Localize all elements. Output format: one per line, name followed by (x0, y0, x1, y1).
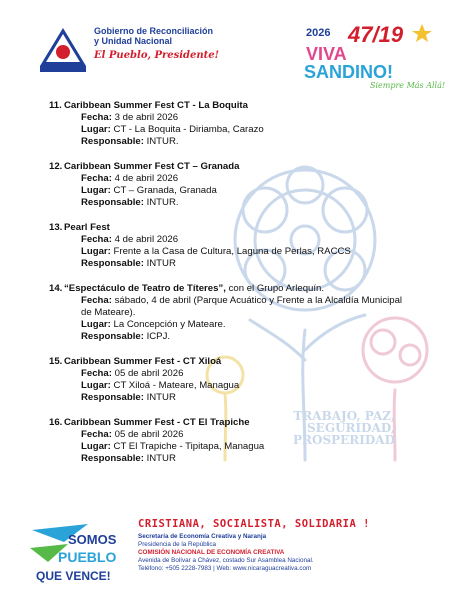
event-field (64, 441, 404, 453)
logo-year: 2026 (306, 27, 331, 39)
event-title (49, 417, 404, 429)
event-field-value: sábado, 4 de abril (Parque Acuático y Frente a la Alcaldía Municipal de Mateare). (81, 295, 403, 318)
event-field (64, 197, 404, 209)
event-title (49, 283, 404, 295)
event-field-value: CT - La Boquita - Diriamba, Carazo (110, 124, 264, 135)
government-name-line1: Gobierno de Reconciliación (94, 26, 214, 36)
event-field (64, 331, 404, 343)
government-name (94, 26, 213, 46)
event-field-value: INTUR. (143, 197, 179, 208)
event-field-label: Responsable: (81, 197, 144, 208)
event-field-label: Fecha: (81, 429, 112, 440)
event-item (49, 161, 404, 209)
event-field-value: INTUR (143, 258, 176, 269)
events-list (49, 100, 404, 478)
footer-presidencia: Presidencia de la República (138, 541, 217, 548)
event-title-text: Caribbean Summer Fest CT - La Boquita (64, 100, 248, 111)
logo-viva: VIVA (306, 44, 347, 64)
logo-number: 47/19 (348, 22, 404, 47)
event-field-value: INTUR. (143, 136, 179, 147)
event-title-text: Caribbean Summer Fest CT – Granada (64, 161, 240, 172)
event-field (64, 234, 404, 246)
event-field (64, 295, 404, 319)
event-field-label: Responsable: (81, 258, 144, 269)
government-slogan: El Pueblo, Presidente! (94, 50, 220, 61)
event-field-label: Responsable: (81, 453, 144, 464)
event-field (64, 368, 404, 380)
event-field-label: Fecha: (81, 112, 112, 123)
event-title-text: “Espectáculo de Teatro de Títeres”, (64, 283, 226, 294)
event-item (49, 417, 404, 465)
event-field-value: La Concepción y Mateare. (110, 319, 226, 330)
star-icon (412, 24, 432, 42)
footer-contact: Teléfono: +505 2228-7983 | Web: www.nicaraguacreativa.com (138, 565, 312, 572)
event-field (64, 453, 404, 465)
event-field (64, 246, 404, 258)
event-field-value: CT – Granada, Granada (110, 185, 217, 196)
logo-tagline: Siempre Más Allá! (370, 81, 446, 90)
event-field-label: Lugar: (81, 380, 111, 391)
event-field (64, 319, 404, 331)
footer-slogan: CRISTIANA, SOCIALISTA, SOLIDARIA ! (138, 518, 370, 530)
event-field-label: Lugar: (81, 319, 111, 330)
event-field-value: CT Xiloá - Mateare, Managua (110, 380, 240, 391)
event-field-value: INTUR (143, 453, 176, 464)
event-field (64, 258, 404, 270)
event-field-label: Lugar: (81, 124, 111, 135)
event-title (49, 222, 404, 234)
event-number: 13. (49, 222, 63, 233)
event-title (49, 161, 404, 173)
event-field-value: CT El Trapiche - Tipitapa, Managua (110, 441, 265, 452)
event-field (64, 173, 404, 185)
event-field-label: Fecha: (81, 368, 112, 379)
event-title (49, 356, 404, 368)
government-name-line2: y Unidad Nacional (94, 36, 173, 46)
event-field-value: Frente a la Casa de Cultura, Laguna de Perlas, RACCS (110, 246, 351, 257)
watermark-line2: SEGURIDAD, (307, 421, 395, 435)
event-field-value: ICPJ. (143, 331, 171, 342)
event-field (64, 124, 404, 136)
event-number: 16. (49, 417, 63, 428)
footer-address: Avenida de Bolívar a Chávez, costado Sur Asamblea Nacional. (138, 557, 314, 564)
event-field (64, 112, 404, 124)
event-title-extra: con el Grupo Arlequín. (225, 283, 325, 294)
event-field (64, 380, 404, 392)
viva-sandino-logo (300, 20, 446, 90)
event-title-text: Caribbean Summer Fest - CT El Trapiche (64, 417, 250, 428)
somos-pueblo-logo (28, 522, 126, 584)
government-header (36, 22, 266, 76)
footer-logo-line1: SOMOS (68, 532, 117, 547)
emblem-caption: NICARAGUA TRIUNFA (40, 68, 81, 72)
event-field (64, 429, 404, 441)
event-number: 15. (49, 356, 63, 367)
event-field-label: Lugar: (81, 185, 111, 196)
event-field (64, 392, 404, 404)
event-field (64, 185, 404, 197)
watermark-line3: PROSPERIDAD (293, 433, 395, 447)
event-field-label: Lugar: (81, 246, 111, 257)
event-field (64, 136, 404, 148)
event-title-text: Pearl Fest (64, 222, 110, 233)
event-field-value: INTUR (143, 392, 176, 403)
logo-sandino: SANDINO! (304, 62, 393, 82)
event-field-label: Responsable: (81, 392, 144, 403)
watermark-line1: TRABAJO, PAZ, (293, 409, 395, 423)
event-item (49, 283, 404, 343)
event-field-label: Fecha: (81, 173, 112, 184)
footer-info (138, 518, 438, 573)
event-field-label: Fecha: (81, 234, 112, 245)
event-field-value: 05 de abril 2026 (111, 368, 184, 379)
event-field-value: 4 de abril 2026 (111, 234, 179, 245)
event-number: 11. (49, 100, 62, 111)
footer-secretaria: Secretaría de Economía Creativa y Naranja (138, 533, 267, 540)
event-title-text: Caribbean Summer Fest - CT Xiloá (64, 356, 222, 367)
footer-comision: COMISIÓN NACIONAL DE ECONOMÍA CREATIVA (138, 549, 285, 556)
footer-logo-line2: PUEBLO (58, 549, 117, 565)
event-field-value: 3 de abril 2026 (111, 112, 179, 123)
event-field-label: Responsable: (81, 136, 144, 147)
event-number: 12. (49, 161, 63, 172)
event-title (49, 100, 404, 112)
event-field-label: Lugar: (81, 441, 111, 452)
event-item (49, 222, 404, 270)
event-item (49, 100, 404, 148)
event-item (49, 356, 404, 404)
event-field-value: 05 de abril 2026 (111, 429, 184, 440)
event-field-value: 4 de abril 2026 (111, 173, 179, 184)
event-number: 14. (49, 283, 63, 294)
footer-logo-line3: QUE VENCE! (36, 569, 111, 583)
event-field-label: Responsable: (81, 331, 144, 342)
event-field-label: Fecha: (81, 295, 112, 306)
